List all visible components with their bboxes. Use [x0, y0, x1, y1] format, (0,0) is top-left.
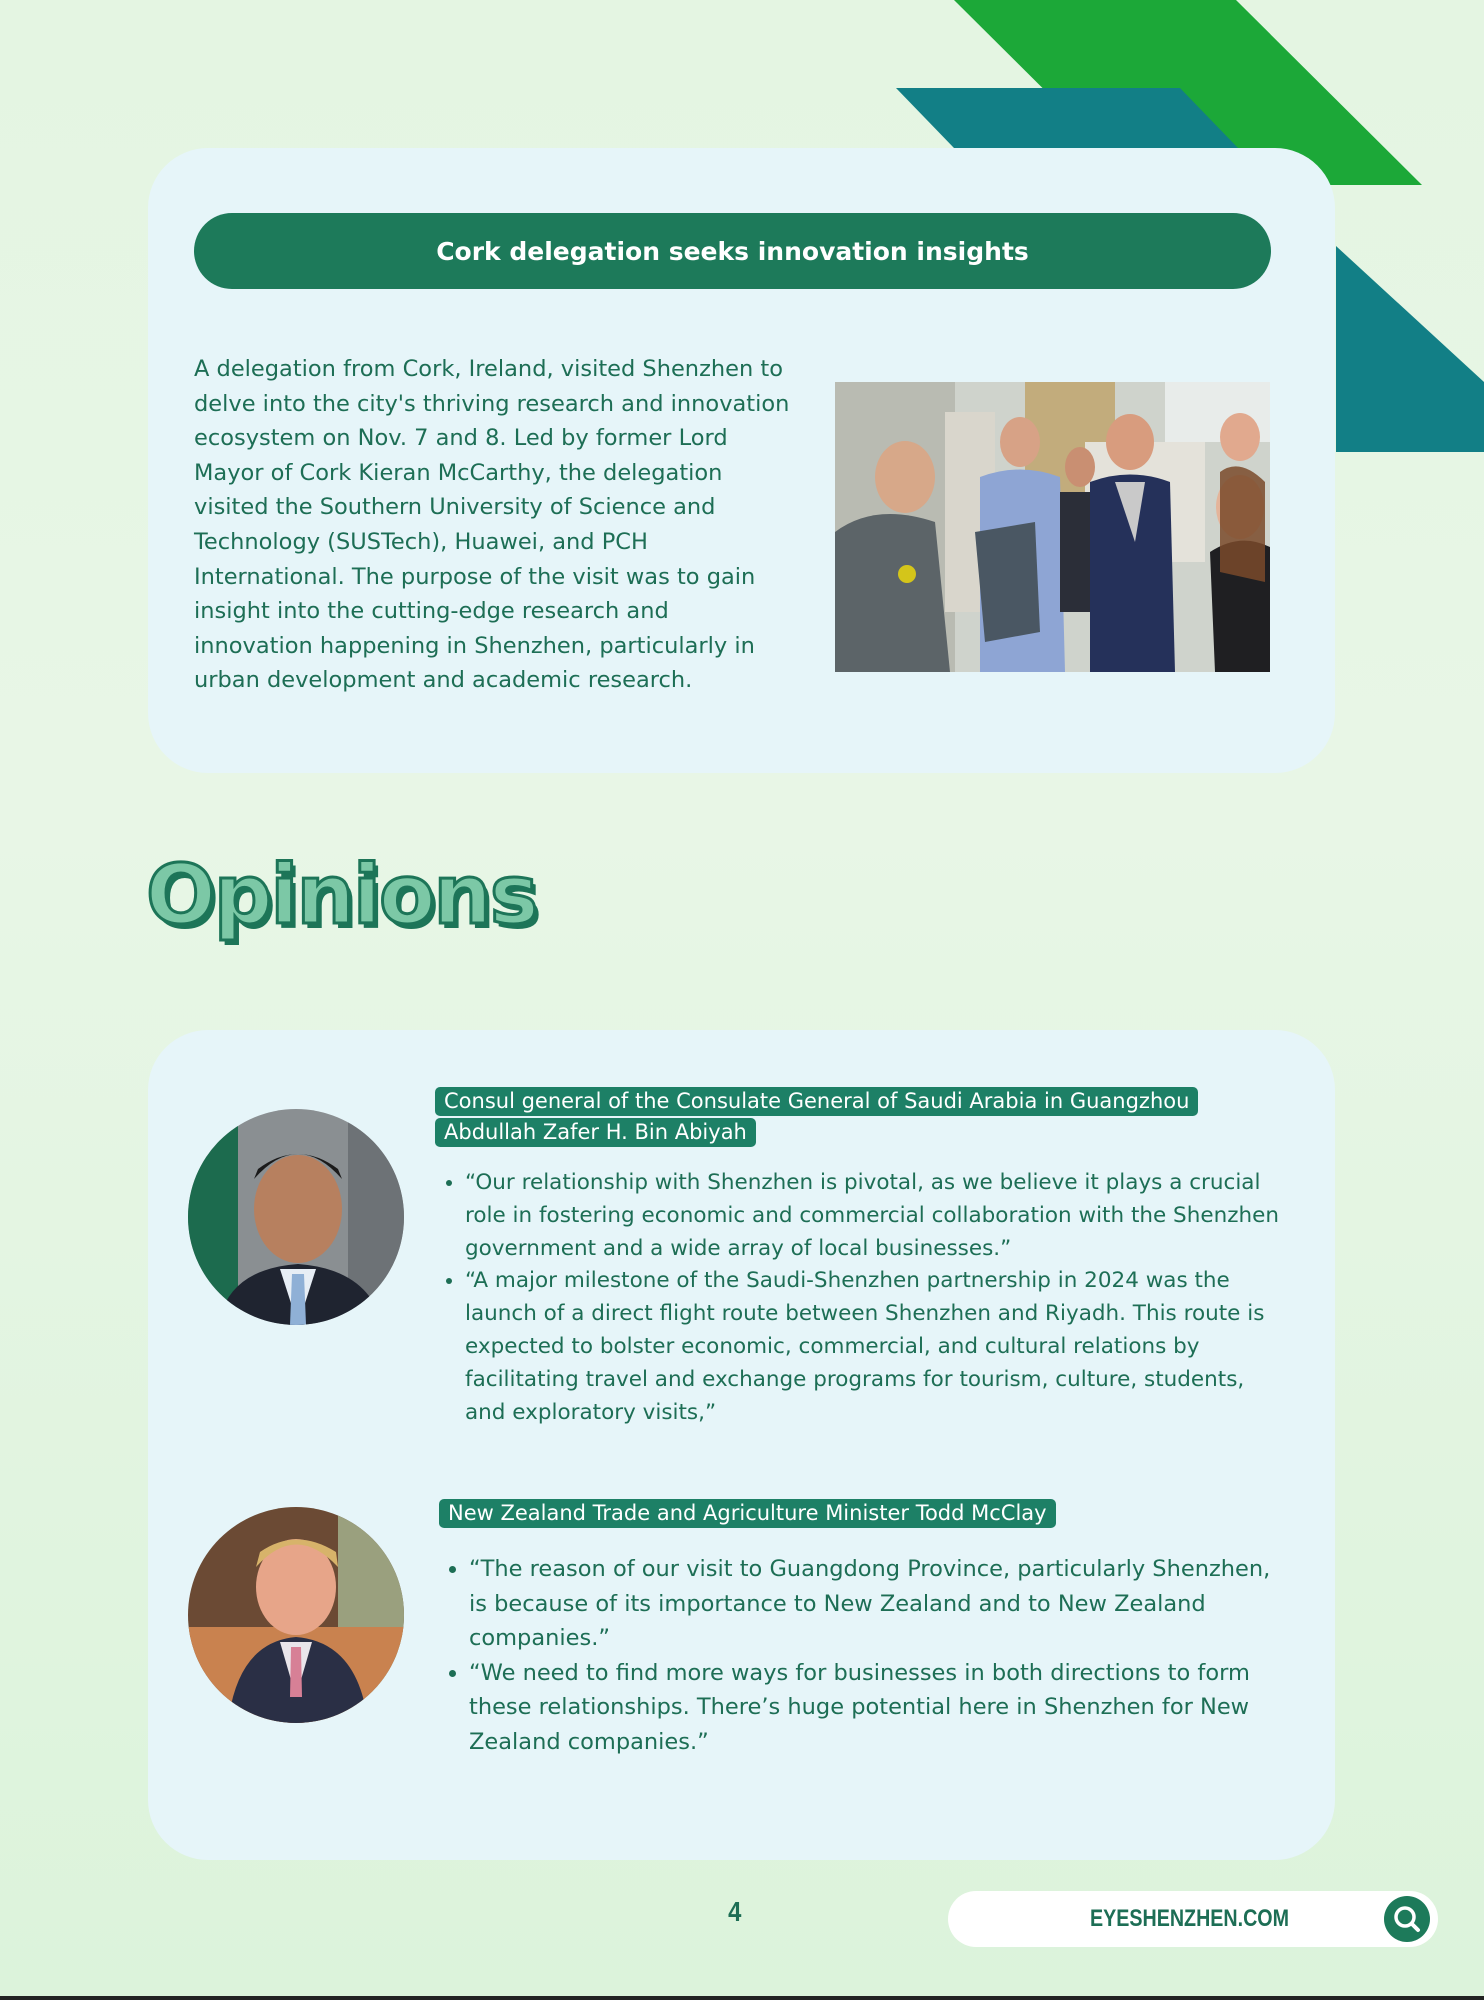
person-title-tag: Consul general of the Consulate General of Saudi Arabia in Guangzhou	[435, 1087, 1198, 1116]
bottom-rule	[0, 1996, 1484, 2000]
site-url-pill[interactable]	[948, 1891, 1438, 1947]
story-headline: Cork delegation seeks innovation insights	[436, 236, 1029, 266]
search-icon	[1384, 1896, 1430, 1942]
quote-item: • “The reason of our visit to Guangdong Province, particularly Shenzhen, is because of its importance to New Zealand and to New Zealand companies.”	[469, 1552, 1289, 1656]
site-url[interactable]: EYESHENZHEN.COM	[1090, 1905, 1290, 1932]
delegation-photo	[835, 382, 1270, 672]
opinions-card	[148, 1030, 1335, 1860]
person-name-tag: Abdullah Zafer H. Bin Abiyah	[435, 1118, 756, 1147]
story-card	[148, 148, 1335, 773]
person-title-tag: New Zealand Trade and Agriculture Minister Todd McClay	[439, 1499, 1056, 1528]
avatar-saudi-consul-illustration	[188, 1109, 404, 1325]
avatar-saudi-consul	[188, 1109, 404, 1325]
search-button[interactable]	[1384, 1896, 1430, 1942]
page-number: 4	[728, 1896, 742, 1927]
opinion-nz-minister	[439, 1499, 1289, 1759]
story-body: A delegation from Cork, Ireland, visited Shenzhen to delve into the city's thriving research and innovation ecosystem on Nov. 7 and 8. Led by former Lord Mayor of Cork Kieran McCarthy, the delegation visited the Southern University of Science and Technology (SUSTech), Huawei, and PCH International. The purpose of the visit was to gain insight into the cutting-edge research and innovation happening in Shenzhen, particularly in urban development and academic research.	[194, 356, 790, 694]
avatar-nz-minister-illustration	[188, 1507, 404, 1723]
quote-list	[435, 1167, 1285, 1429]
opinions-title: Opinions	[146, 848, 537, 943]
quote-item: • “Our relationship with Shenzhen is pivotal, as we believe it plays a crucial role in fostering economic and commercial collaboration with the Shenzhen government and a wide array of local businesses.”	[465, 1167, 1285, 1265]
avatar-nz-minister	[188, 1507, 404, 1723]
teal-stripe	[896, 88, 1238, 148]
opinion-saudi-consul	[435, 1087, 1285, 1429]
quote-item: • “We need to find more ways for businesses in both directions to form these relationships. There’s huge potential here in Shenzhen for New Zealand companies.”	[469, 1656, 1289, 1760]
quote-item: • “A major milestone of the Saudi-Shenzhen partnership in 2024 was the launch of a direct flight route between Shenzhen and Riyadh. This route is expected to bolster economic, commercial, and cultural relations by facilitating travel and exchange programs for tourism, culture, students, and exploratory visits,”	[465, 1265, 1285, 1429]
teal-triangle	[1336, 246, 1484, 452]
story-headline-bar	[194, 213, 1271, 289]
quote-list	[439, 1552, 1289, 1759]
delegation-photo-illustration	[835, 382, 1270, 672]
